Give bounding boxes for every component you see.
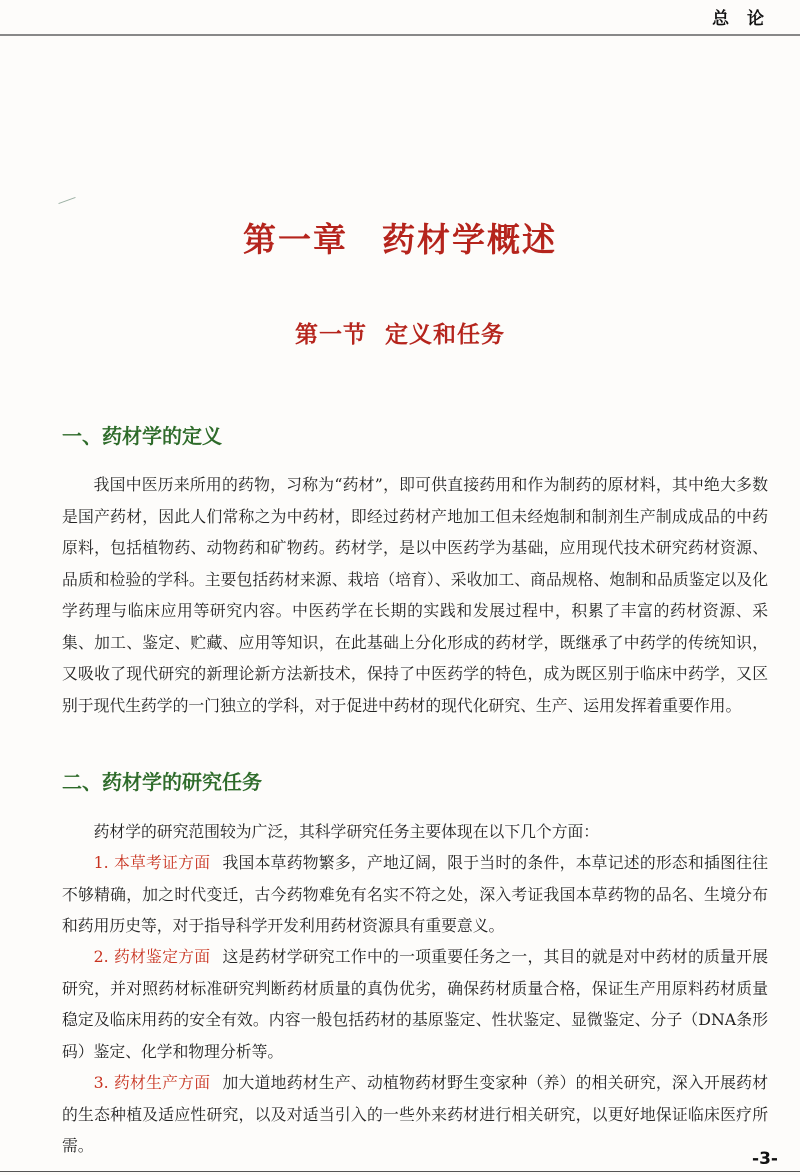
task-item-text: 加大道地药材生产、动植物药材野生变家种（养）的相关研究，深入开展药材的生态种植及适应性研究，以及对适当引入的一些外来药材进行相关研究，以更好地保证临床医疗所需。 (62, 1073, 768, 1155)
task-item-identification (62, 941, 768, 1067)
running-head: 总 论 (712, 9, 770, 29)
task-item-label: 1. 本草考证方面 (93, 853, 211, 872)
chapter-name: 药材学概述 (382, 220, 557, 259)
subheading-research-tasks: 二、药材学的研究任务 (62, 770, 262, 794)
chapter-title (0, 214, 800, 261)
section-name: 定义和任务 (385, 321, 505, 348)
task-item-label: 3. 药材生产方面 (93, 1073, 211, 1092)
definition-paragraph: 我国中医历来所用的药物，习称为“药材”，即可供直接药用和作为制药的原材料，其中绝大多数是国产药材，因此人们常称之为中药材，即经过药材产地加工但未经炮制和制剂生产制成成品的中药原料，包括植物药、动物药和矿物药。药材学，是以中医药学为基础，应用现代技术研究药材资源、品质和检验的学科。主要包括药材来源、栽培（培育）、采收加工、商品规格、炮制和品质鉴定以及化学药理与临床应用等研究内容。中医药学在长期的实践和发展过程中，积累了丰富的药材资源、采集、加工、鉴定、贮藏、应用等知识，在此基础上分化形成的药材学，既继承了中药学的传统知识，又吸收了现代研究的新理论新方法新技术，保持了中医药学的特色，成为既区别于临床中药学，又区别于现代生药学的一门独立的学科，对于促进中药材的现代化研究、生产、运用发挥着重要作用。 (62, 475, 768, 715)
chapter-number: 第一章 (243, 220, 348, 259)
section-title (0, 316, 800, 349)
task-item-text: 我国本草药物繁多，产地辽阔，限于当时的条件，本草记述的形态和插图往往不够精确，加之时代变迁，古今药物难免有名实不符之处，深入考证我国本草药物的品名、生境分布和药用历史等，对于指导科学开发利用药材资源具有重要意义。 (62, 853, 768, 935)
page-number: -3- (752, 1149, 778, 1169)
task-item-production (62, 1067, 768, 1162)
section-number: 第一节 (295, 321, 367, 348)
header-rule (0, 34, 800, 36)
research-intro-paragraph: 药材学的研究范围较为广泛，其科学研究任务主要体现在以下几个方面： (93, 822, 600, 841)
subheading-definition: 一、药材学的定义 (62, 424, 222, 448)
footer-rule (0, 1171, 800, 1172)
task-item-label: 2. 药材鉴定方面 (93, 947, 211, 966)
task-item-text: 这是药材学研究工作中的一项重要任务之一，其目的就是对中药材的质量开展研究，并对照药材标准研究判断药材质量的真伪优劣，确保药材质量合格，保证生产用原料药材质量稳定及临床用药的安全有效。内容一般包括药材的基原鉴定、性状鉴定、显微鉴定、分子（DNA条形码）鉴定、化学和物理分析等。 (62, 947, 768, 1061)
decorative-stroke (58, 197, 75, 204)
task-item-herbal-textual-research (62, 847, 768, 942)
